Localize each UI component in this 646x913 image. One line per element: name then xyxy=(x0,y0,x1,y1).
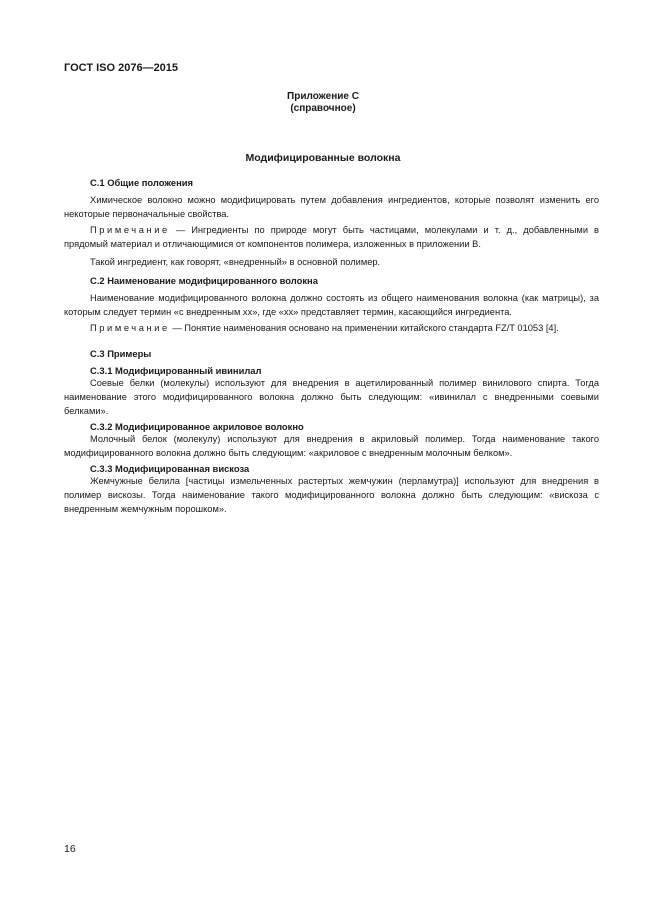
section-c1-paragraph xyxy=(64,193,599,221)
section-c1-heading: С.1 Общие положения xyxy=(90,177,193,188)
section-c31-heading: С.3.1 Модифицированный ивинилал xyxy=(90,365,262,376)
section-c1-note xyxy=(64,223,599,251)
annex-title: Приложение С xyxy=(287,91,359,102)
section-c3-heading: С.3 Примеры xyxy=(90,348,152,359)
section-c2-paragraph xyxy=(64,291,599,319)
section-c31-paragraph-text: Соевые белки (молекулы) используют для внедрения в ацетилированный полимер винилового спирта. Тогда наименование этого модифицированного волокна должно быть следующим: «ивинилал с внедренными соевыми белками». xyxy=(64,378,599,416)
section-c2-paragraph-text: Наименование модифицированного волокна должно состоять из общего наименования волокна (как матрицы), за которым следует термин «с внедренным хх», где «хх» представляет термин, касающийся ингредиента. xyxy=(64,293,599,317)
section-c1-note-continuation xyxy=(64,255,599,269)
section-c33-paragraph xyxy=(64,474,599,516)
section-c1-paragraph-text: Химическое волокно можно модифицировать путем добавления ингредиентов, которые позволят изменить его некоторые первоначальные свойства. xyxy=(64,195,599,219)
note-text: — Ингредиенты по природе могут быть частицами, молекулами и т. д., добавленными в прядомый материал и отличающимися от компонентов полимера, изложенных в приложении В. xyxy=(64,225,599,249)
section-c2-heading: С.2 Наименование модифицированного волокна xyxy=(90,275,318,286)
page-title: Модифицированные волокна xyxy=(245,152,401,164)
note-label: Примечание xyxy=(90,323,170,333)
section-c33-paragraph-text: Жемчужные белила [частицы измельченных растертых жемчужин (перламутра)] используют для внедрения в полимер вискозы. Тогда наименование такого модифицированного волокна должно быть следующим: «вискоза с внедренным жемчужным порошком». xyxy=(64,476,599,514)
page-number: 16 xyxy=(64,843,76,855)
section-c32-heading: С.3.2 Модифицированное акриловое волокно xyxy=(90,421,304,432)
section-c33-heading: С.3.3 Модифицированная вискоза xyxy=(90,463,250,474)
section-c31-paragraph xyxy=(64,376,599,418)
note-label: Примечание xyxy=(90,225,170,235)
annex-subtitle: (справочное) xyxy=(290,103,356,114)
note-continuation-text: Такой ингредиент, как говорят, «внедренный» в основной полимер. xyxy=(90,257,381,267)
document-code: ГОСТ ISO 2076—2015 xyxy=(64,62,179,74)
section-c32-paragraph xyxy=(64,432,599,460)
section-c32-paragraph-text: Молочный белок (молекулу) используют для внедрения в акриловый полимер. Тогда наименование такого модифицированного волокна должно быть следующим: «акриловое с внедренным молочным белком». xyxy=(64,434,599,458)
note-text: — Понятие наименования основано на применении китайского стандарта FZ/T 01053 [4]. xyxy=(169,323,559,333)
section-c2-note xyxy=(64,321,599,335)
